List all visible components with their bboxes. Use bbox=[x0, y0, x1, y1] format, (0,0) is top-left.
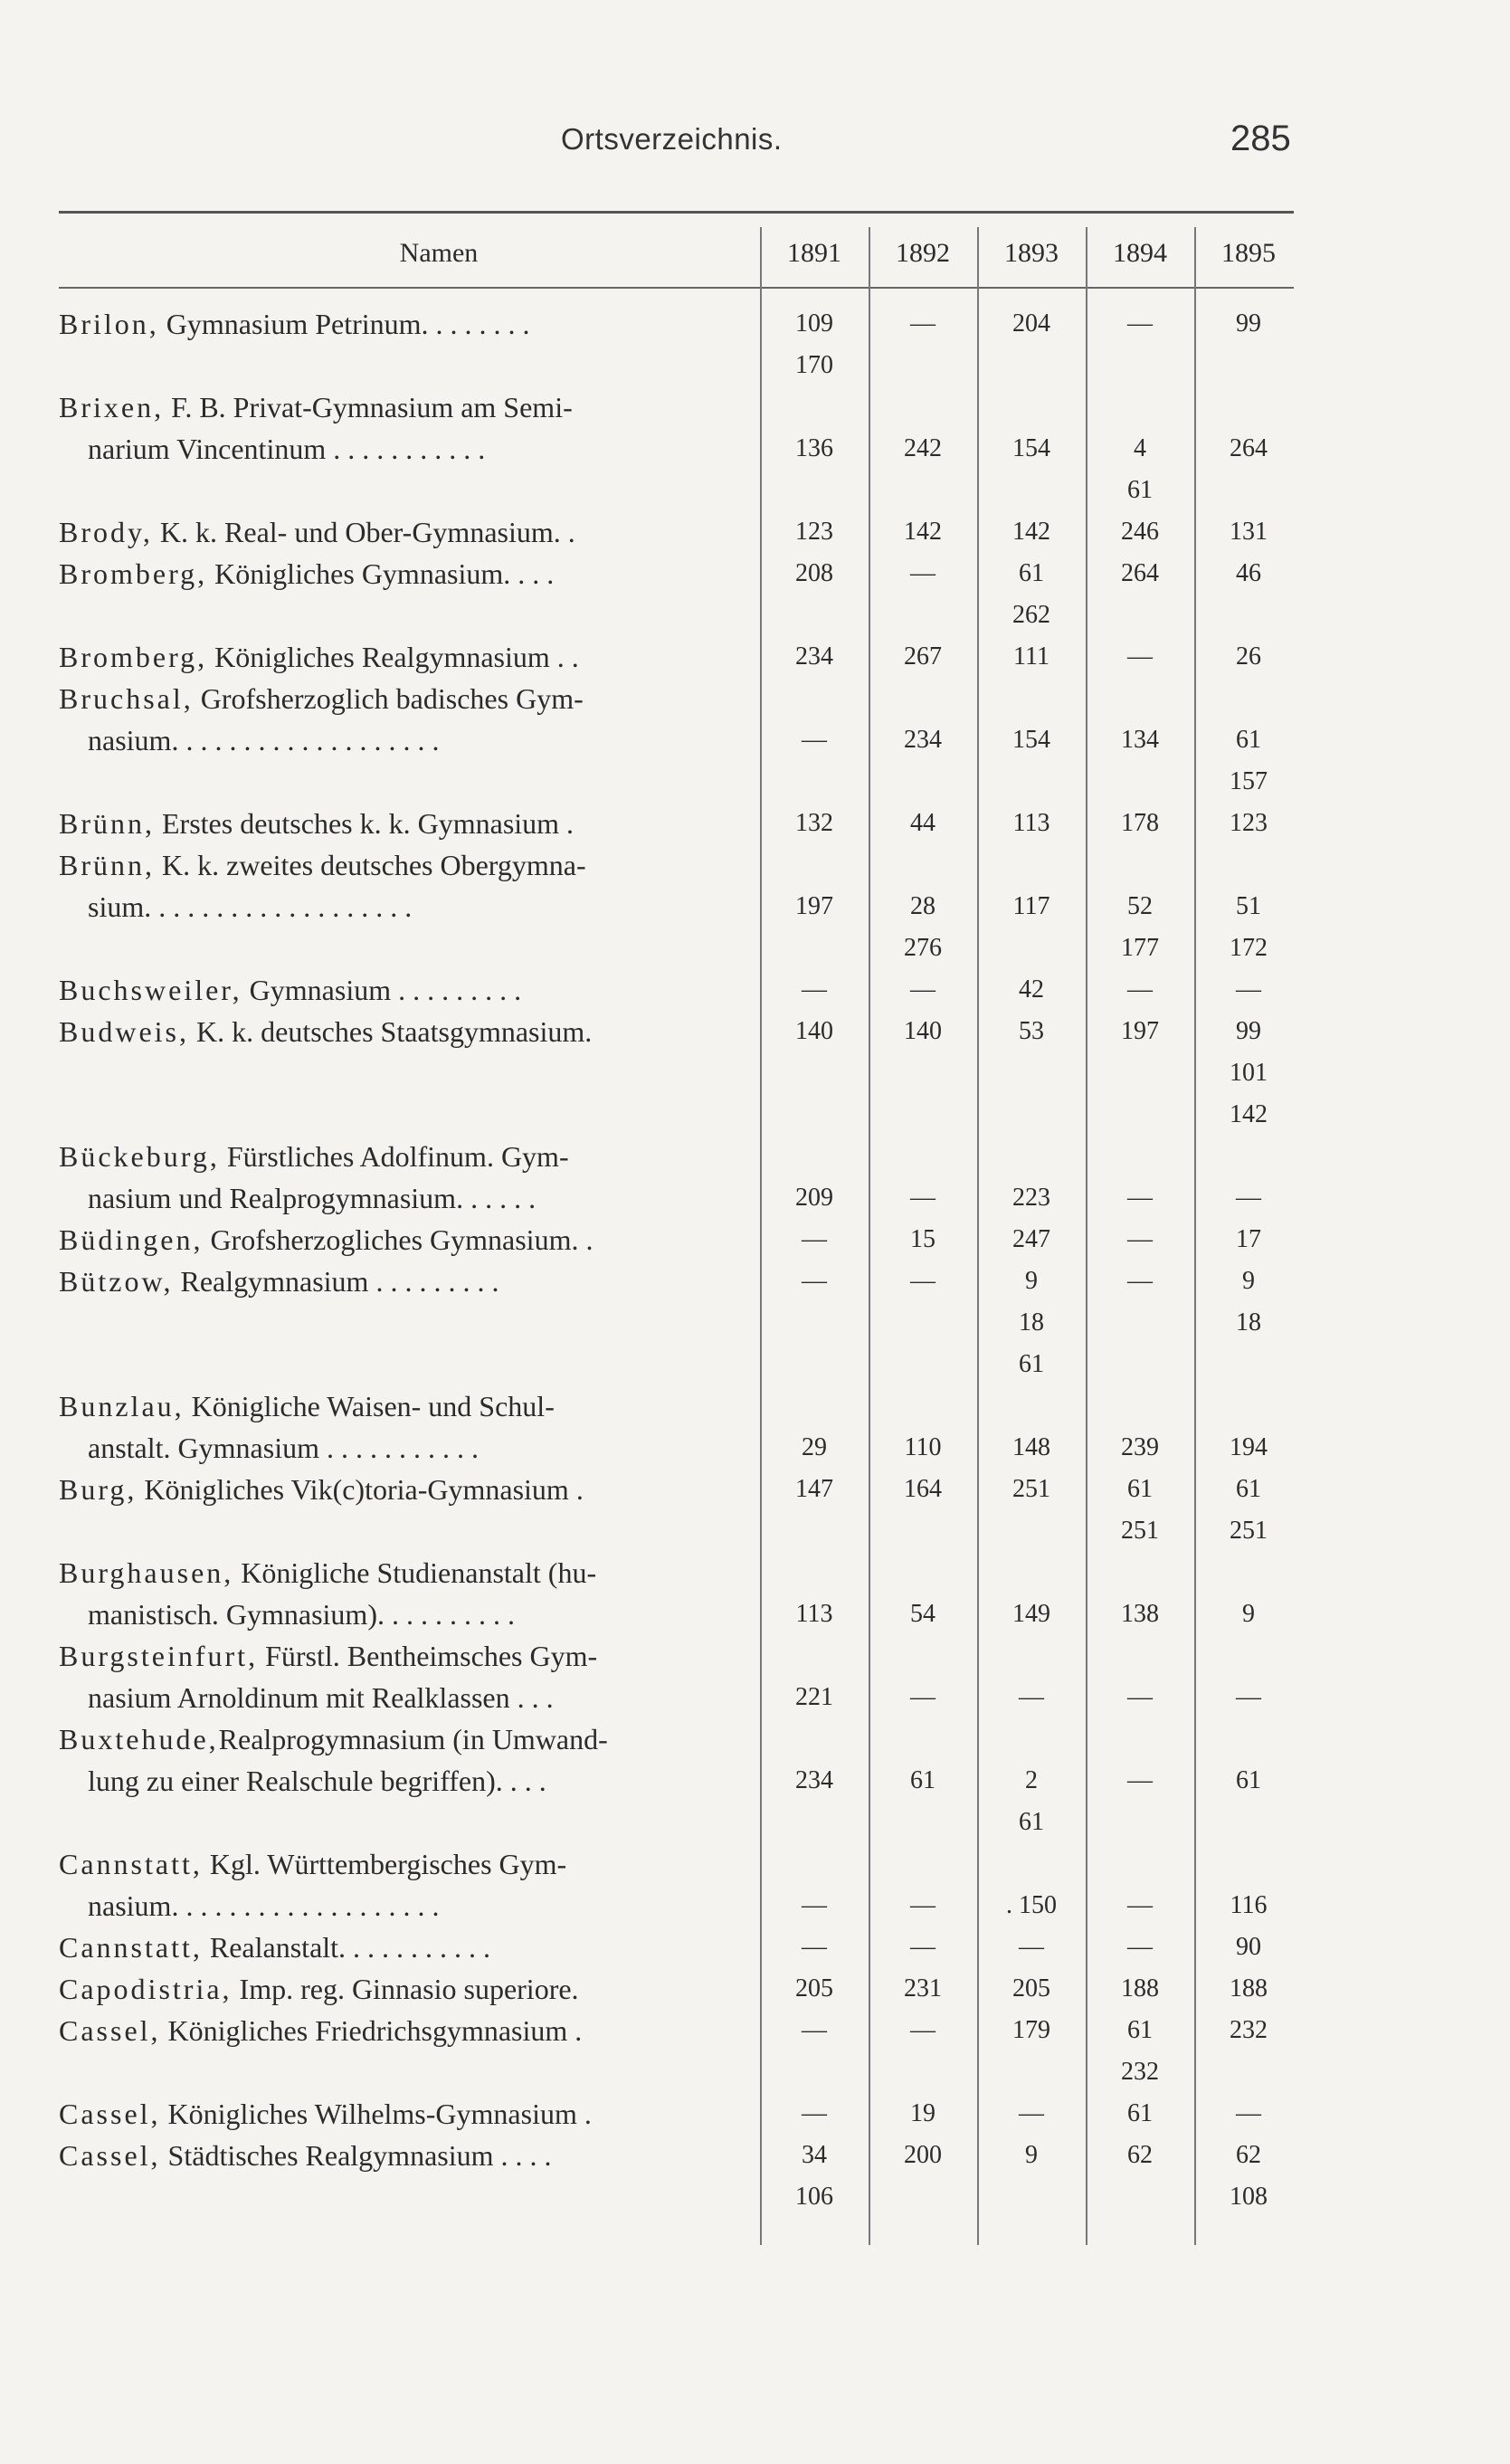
count-cell: — bbox=[1127, 1766, 1153, 1794]
count-cell: 28 bbox=[910, 892, 935, 920]
count-cell: 44 bbox=[910, 809, 935, 837]
school-name bbox=[59, 969, 737, 1011]
page-header bbox=[0, 119, 1510, 176]
count-cell: 61 bbox=[1236, 726, 1261, 754]
schools-table bbox=[59, 211, 1294, 2247]
count-cell: 234 bbox=[795, 642, 833, 671]
count-cell: — bbox=[910, 1184, 935, 1212]
column-header-5: 1895 bbox=[1221, 238, 1276, 268]
school-name bbox=[59, 303, 737, 345]
school-description: Königliches Gymnasium. . . . bbox=[207, 557, 555, 590]
count-cell: 26 bbox=[1236, 642, 1261, 671]
place-name: Cannstatt, bbox=[59, 1848, 203, 1880]
school-description: Kgl. Württembergisches Gym- bbox=[202, 1848, 567, 1880]
school-description: Grofsherzoglich badisches Gym- bbox=[193, 682, 584, 715]
count-cell: — bbox=[802, 1225, 827, 1253]
count-cell: 262 bbox=[1012, 601, 1050, 629]
school-description: Realprogymnasium (in Umwand- bbox=[218, 1723, 608, 1755]
place-name: Brilon, bbox=[59, 308, 159, 340]
count-cell: 138 bbox=[1121, 1600, 1159, 1628]
place-name: Buxtehude, bbox=[59, 1723, 219, 1755]
count-cell: 19 bbox=[910, 2099, 935, 2127]
count-cell: 15 bbox=[910, 1225, 935, 1253]
count-cell: 267 bbox=[904, 642, 942, 671]
school-description: Städtisches Realgymnasium . . . . bbox=[160, 2139, 552, 2172]
school-name-continued: lung zu einer Realschule begriffen). . . . bbox=[88, 1765, 546, 1797]
school-description: Grofsherzogliches Gymnasium. . bbox=[203, 1223, 594, 1256]
count-cell: 209 bbox=[795, 1184, 833, 1212]
count-cell: 113 bbox=[1012, 809, 1050, 837]
count-cell: 200 bbox=[904, 2141, 942, 2169]
school-name bbox=[59, 844, 737, 886]
count-cell: 164 bbox=[904, 1475, 942, 1503]
count-cell: — bbox=[910, 1891, 935, 1919]
count-cell: — bbox=[910, 975, 935, 1004]
count-cell: 131 bbox=[1230, 518, 1268, 546]
school-description: Imp. reg. Ginnasio superiore. bbox=[232, 1973, 579, 2005]
count-cell: 197 bbox=[795, 892, 833, 920]
count-cell: — bbox=[910, 1683, 935, 1711]
school-description: Königliches Realgymnasium . . bbox=[207, 641, 579, 673]
count-cell: 234 bbox=[795, 1766, 833, 1794]
count-cell: 239 bbox=[1121, 1433, 1159, 1461]
school-name bbox=[59, 1552, 737, 1594]
count-cell: 177 bbox=[1121, 934, 1159, 962]
count-cell: 99 bbox=[1236, 309, 1261, 338]
school-name bbox=[59, 803, 737, 844]
school-description: Gymnasium Petrinum. . . . . . . . bbox=[158, 308, 530, 340]
count-cell: — bbox=[910, 1267, 935, 1295]
count-cell: 2 bbox=[1025, 1766, 1038, 1794]
school-description: F. B. Privat-Gymnasium am Semi- bbox=[164, 391, 573, 423]
school-name bbox=[59, 1469, 737, 1510]
count-cell: 142 bbox=[1230, 1100, 1268, 1128]
count-cell: 197 bbox=[1121, 1017, 1159, 1045]
count-cell: — bbox=[802, 1933, 827, 1961]
count-cell: 18 bbox=[1019, 1308, 1044, 1337]
place-name: Buchsweiler, bbox=[59, 974, 242, 1006]
column-divider bbox=[1086, 227, 1087, 2245]
count-cell: 9 bbox=[1242, 1267, 1255, 1295]
count-cell: 123 bbox=[1230, 809, 1268, 837]
count-cell: 205 bbox=[1012, 1974, 1050, 2003]
count-cell: — bbox=[1236, 975, 1261, 1004]
count-cell: — bbox=[1019, 1683, 1044, 1711]
count-cell: 232 bbox=[1121, 2058, 1159, 2086]
count-cell: 61 bbox=[1127, 2016, 1153, 2044]
school-name bbox=[59, 1261, 737, 1302]
school-name-continued: nasium. . . . . . . . . . . . . . . . . . . bbox=[88, 1889, 440, 1922]
count-cell: 142 bbox=[1012, 518, 1050, 546]
school-description: K. k. deutsches Staatsgymnasium. bbox=[189, 1015, 593, 1048]
school-name bbox=[59, 1219, 737, 1261]
count-cell: 61 bbox=[1127, 2099, 1153, 2127]
count-cell: 149 bbox=[1012, 1600, 1050, 1628]
school-name bbox=[59, 1011, 737, 1052]
count-cell: — bbox=[1127, 1184, 1153, 1212]
count-cell: 251 bbox=[1230, 1517, 1268, 1545]
school-name bbox=[59, 678, 737, 719]
place-name: Brixen, bbox=[59, 391, 165, 423]
school-description: Königliches Friedrichsgymnasium . bbox=[160, 2014, 583, 2047]
running-title: Ortsverzeichnis. bbox=[561, 122, 783, 156]
count-cell: 142 bbox=[904, 518, 942, 546]
place-name: Bruchsal, bbox=[59, 682, 194, 715]
count-cell: . 150 bbox=[1006, 1891, 1057, 1919]
place-name: Brody, bbox=[59, 516, 153, 548]
count-cell: — bbox=[1127, 1891, 1153, 1919]
count-cell: 247 bbox=[1012, 1225, 1050, 1253]
count-cell: 54 bbox=[910, 1600, 935, 1628]
count-cell: 61 bbox=[1127, 1475, 1153, 1503]
count-cell: — bbox=[802, 2099, 827, 2127]
place-name: Burg, bbox=[59, 1473, 138, 1506]
count-cell: 205 bbox=[795, 1974, 833, 2003]
school-name-continued: nasium. . . . . . . . . . . . . . . . . . . bbox=[88, 724, 440, 756]
count-cell: — bbox=[802, 1267, 827, 1295]
school-name-continued: sium. . . . . . . . . . . . . . . . . . . bbox=[88, 890, 413, 923]
column-header-4: 1894 bbox=[1113, 238, 1167, 268]
count-cell: 46 bbox=[1236, 559, 1261, 587]
place-name: Capodistria, bbox=[59, 1973, 233, 2005]
school-name bbox=[59, 2010, 737, 2051]
column-header-2: 1892 bbox=[896, 238, 950, 268]
count-cell: 231 bbox=[904, 1974, 942, 2003]
place-name: Bunzlau, bbox=[59, 1390, 185, 1422]
school-name bbox=[59, 1635, 737, 1677]
column-header-namen: Namen bbox=[399, 238, 479, 268]
count-cell: 179 bbox=[1012, 2016, 1050, 2044]
count-cell: 148 bbox=[1012, 1433, 1050, 1461]
count-cell: 90 bbox=[1236, 1933, 1261, 1961]
count-cell: 264 bbox=[1121, 559, 1159, 587]
count-cell: — bbox=[1019, 2099, 1044, 2127]
count-cell: 221 bbox=[795, 1683, 833, 1711]
count-cell: 234 bbox=[904, 726, 942, 754]
place-name: Burgsteinfurt, bbox=[59, 1640, 259, 1672]
count-cell: — bbox=[910, 1933, 935, 1961]
count-cell: 110 bbox=[904, 1433, 942, 1461]
place-name: Büdingen, bbox=[59, 1223, 204, 1256]
count-cell: — bbox=[802, 2016, 827, 2044]
school-name bbox=[59, 1136, 737, 1177]
place-name: Brünn, bbox=[59, 807, 155, 840]
place-name: Budweis, bbox=[59, 1015, 189, 1048]
count-cell: 61 bbox=[1127, 476, 1153, 504]
count-cell: — bbox=[802, 726, 827, 754]
count-cell: 17 bbox=[1236, 1225, 1261, 1253]
count-cell: 140 bbox=[904, 1017, 942, 1045]
count-cell: 204 bbox=[1012, 309, 1050, 338]
count-cell: — bbox=[802, 1891, 827, 1919]
place-name: Bromberg, bbox=[59, 641, 208, 673]
count-cell: — bbox=[1236, 1683, 1261, 1711]
count-cell: 34 bbox=[802, 2141, 827, 2169]
count-cell: 251 bbox=[1121, 1517, 1159, 1545]
school-name-continued: narium Vincentinum . . . . . . . . . . . bbox=[88, 433, 486, 465]
school-name bbox=[59, 553, 737, 595]
count-cell: 99 bbox=[1236, 1017, 1261, 1045]
school-name bbox=[59, 2093, 737, 2135]
count-cell: 9 bbox=[1242, 1600, 1255, 1628]
column-divider bbox=[760, 227, 762, 2245]
count-cell: 9 bbox=[1025, 2141, 1038, 2169]
count-cell: 42 bbox=[1019, 975, 1044, 1004]
count-cell: 101 bbox=[1230, 1059, 1268, 1087]
school-name bbox=[59, 2135, 737, 2176]
count-cell: 154 bbox=[1012, 726, 1050, 754]
count-cell: — bbox=[1127, 1933, 1153, 1961]
count-cell: — bbox=[1236, 1184, 1261, 1212]
count-cell: 62 bbox=[1127, 2141, 1153, 2169]
count-cell: 18 bbox=[1236, 1308, 1261, 1337]
count-cell: 246 bbox=[1121, 518, 1159, 546]
count-cell: 9 bbox=[1025, 1267, 1038, 1295]
count-cell: 52 bbox=[1127, 892, 1153, 920]
count-cell: 4 bbox=[1134, 434, 1146, 462]
count-cell: 188 bbox=[1230, 1974, 1268, 2003]
count-cell: — bbox=[910, 309, 935, 338]
school-name bbox=[59, 636, 737, 678]
count-cell: — bbox=[1236, 2099, 1261, 2127]
school-name bbox=[59, 386, 737, 428]
column-divider bbox=[1194, 227, 1196, 2245]
school-name bbox=[59, 1385, 737, 1427]
count-cell: 106 bbox=[795, 2183, 833, 2211]
school-name bbox=[59, 1718, 737, 1760]
count-cell: 111 bbox=[1013, 642, 1049, 671]
place-name: Bromberg, bbox=[59, 557, 208, 590]
top-rule bbox=[59, 211, 1294, 214]
school-description: Fürstl. Bentheimsches Gym- bbox=[258, 1640, 598, 1672]
column-header-1: 1891 bbox=[787, 238, 841, 268]
count-cell: 53 bbox=[1019, 1017, 1044, 1045]
school-description: Erstes deutsches k. k. Gymnasium . bbox=[155, 807, 575, 840]
school-description: Gymnasium . . . . . . . . . bbox=[242, 974, 522, 1006]
place-name: Bückeburg, bbox=[59, 1140, 220, 1173]
count-cell: 154 bbox=[1012, 434, 1050, 462]
school-name-continued: manistisch. Gymnasium). . . . . . . . . . bbox=[88, 1598, 515, 1631]
school-name bbox=[59, 1926, 737, 1968]
school-description: Königliches Vik(c)toria-Gymnasium . bbox=[137, 1473, 584, 1506]
count-cell: 178 bbox=[1121, 809, 1159, 837]
school-name bbox=[59, 511, 737, 553]
school-name-continued: nasium Arnoldinum mit Realklassen . . . bbox=[88, 1681, 554, 1714]
count-cell: 117 bbox=[1012, 892, 1050, 920]
count-cell: 232 bbox=[1230, 2016, 1268, 2044]
count-cell: 61 bbox=[1236, 1475, 1261, 1503]
place-name: Cassel, bbox=[59, 2014, 161, 2047]
count-cell: 62 bbox=[1236, 2141, 1261, 2169]
count-cell: 51 bbox=[1236, 892, 1261, 920]
count-cell: 123 bbox=[795, 518, 833, 546]
count-cell: — bbox=[910, 2016, 935, 2044]
count-cell: 140 bbox=[795, 1017, 833, 1045]
count-cell: — bbox=[1127, 309, 1153, 338]
count-cell: 157 bbox=[1230, 767, 1268, 795]
header-rule bbox=[59, 287, 1294, 289]
column-divider bbox=[977, 227, 979, 2245]
school-name-continued: anstalt. Gymnasium . . . . . . . . . . . bbox=[88, 1432, 479, 1464]
school-description: K. k. zweites deutsches Obergymna- bbox=[155, 849, 586, 881]
place-name: Brünn, bbox=[59, 849, 155, 881]
school-description: Realanstalt. . . . . . . . . . . bbox=[202, 1931, 491, 1964]
count-cell: — bbox=[910, 559, 935, 587]
count-cell: 242 bbox=[904, 434, 942, 462]
count-cell: 109 bbox=[795, 309, 833, 338]
count-cell: 251 bbox=[1012, 1475, 1050, 1503]
count-cell: — bbox=[1127, 975, 1153, 1004]
page-number: 285 bbox=[1230, 119, 1291, 158]
count-cell: 61 bbox=[1019, 1350, 1044, 1378]
school-description: K. k. Real- und Ober-Gymnasium. . bbox=[152, 516, 575, 548]
count-cell: 113 bbox=[795, 1600, 833, 1628]
count-cell: 147 bbox=[795, 1475, 833, 1503]
school-description: Realgymnasium . . . . . . . . . bbox=[173, 1265, 499, 1298]
count-cell: — bbox=[1127, 1225, 1153, 1253]
count-cell: 132 bbox=[795, 809, 833, 837]
count-cell: 194 bbox=[1230, 1433, 1268, 1461]
place-name: Cassel, bbox=[59, 2139, 161, 2172]
school-description: Fürstliches Adolfinum. Gym- bbox=[219, 1140, 569, 1173]
place-name: Bützow, bbox=[59, 1265, 174, 1298]
place-name: Cannstatt, bbox=[59, 1931, 203, 1964]
school-description: Königliches Wilhelms-Gymnasium . bbox=[160, 2098, 592, 2130]
count-cell: 208 bbox=[795, 559, 833, 587]
column-divider bbox=[869, 227, 870, 2245]
count-cell: 61 bbox=[910, 1766, 935, 1794]
count-cell: — bbox=[1127, 642, 1153, 671]
school-name bbox=[59, 1968, 737, 2010]
count-cell: 172 bbox=[1230, 934, 1268, 962]
count-cell: 61 bbox=[1019, 559, 1044, 587]
count-cell: — bbox=[1127, 1267, 1153, 1295]
count-cell: 108 bbox=[1230, 2183, 1268, 2211]
school-name bbox=[59, 1843, 737, 1885]
count-cell: 61 bbox=[1019, 1808, 1044, 1836]
count-cell: — bbox=[802, 975, 827, 1004]
count-cell: — bbox=[1127, 1683, 1153, 1711]
count-cell: 134 bbox=[1121, 726, 1159, 754]
count-cell: 264 bbox=[1230, 434, 1268, 462]
count-cell: 223 bbox=[1012, 1184, 1050, 1212]
count-cell: 170 bbox=[795, 351, 833, 379]
count-cell: 29 bbox=[802, 1433, 827, 1461]
school-description: Königliche Studienanstalt (hu- bbox=[233, 1556, 597, 1589]
place-name: Burghausen, bbox=[59, 1556, 234, 1589]
count-cell: 136 bbox=[795, 434, 833, 462]
count-cell: 61 bbox=[1236, 1766, 1261, 1794]
school-description: Königliche Waisen- und Schul- bbox=[184, 1390, 555, 1422]
count-cell: 116 bbox=[1230, 1891, 1268, 1919]
place-name: Cassel, bbox=[59, 2098, 161, 2130]
count-cell: 188 bbox=[1121, 1974, 1159, 2003]
count-cell: 276 bbox=[904, 934, 942, 962]
column-header-3: 1893 bbox=[1004, 238, 1059, 268]
school-name-continued: nasium und Realprogymnasium. . . . . . bbox=[88, 1182, 537, 1214]
count-cell: — bbox=[1019, 1933, 1044, 1961]
